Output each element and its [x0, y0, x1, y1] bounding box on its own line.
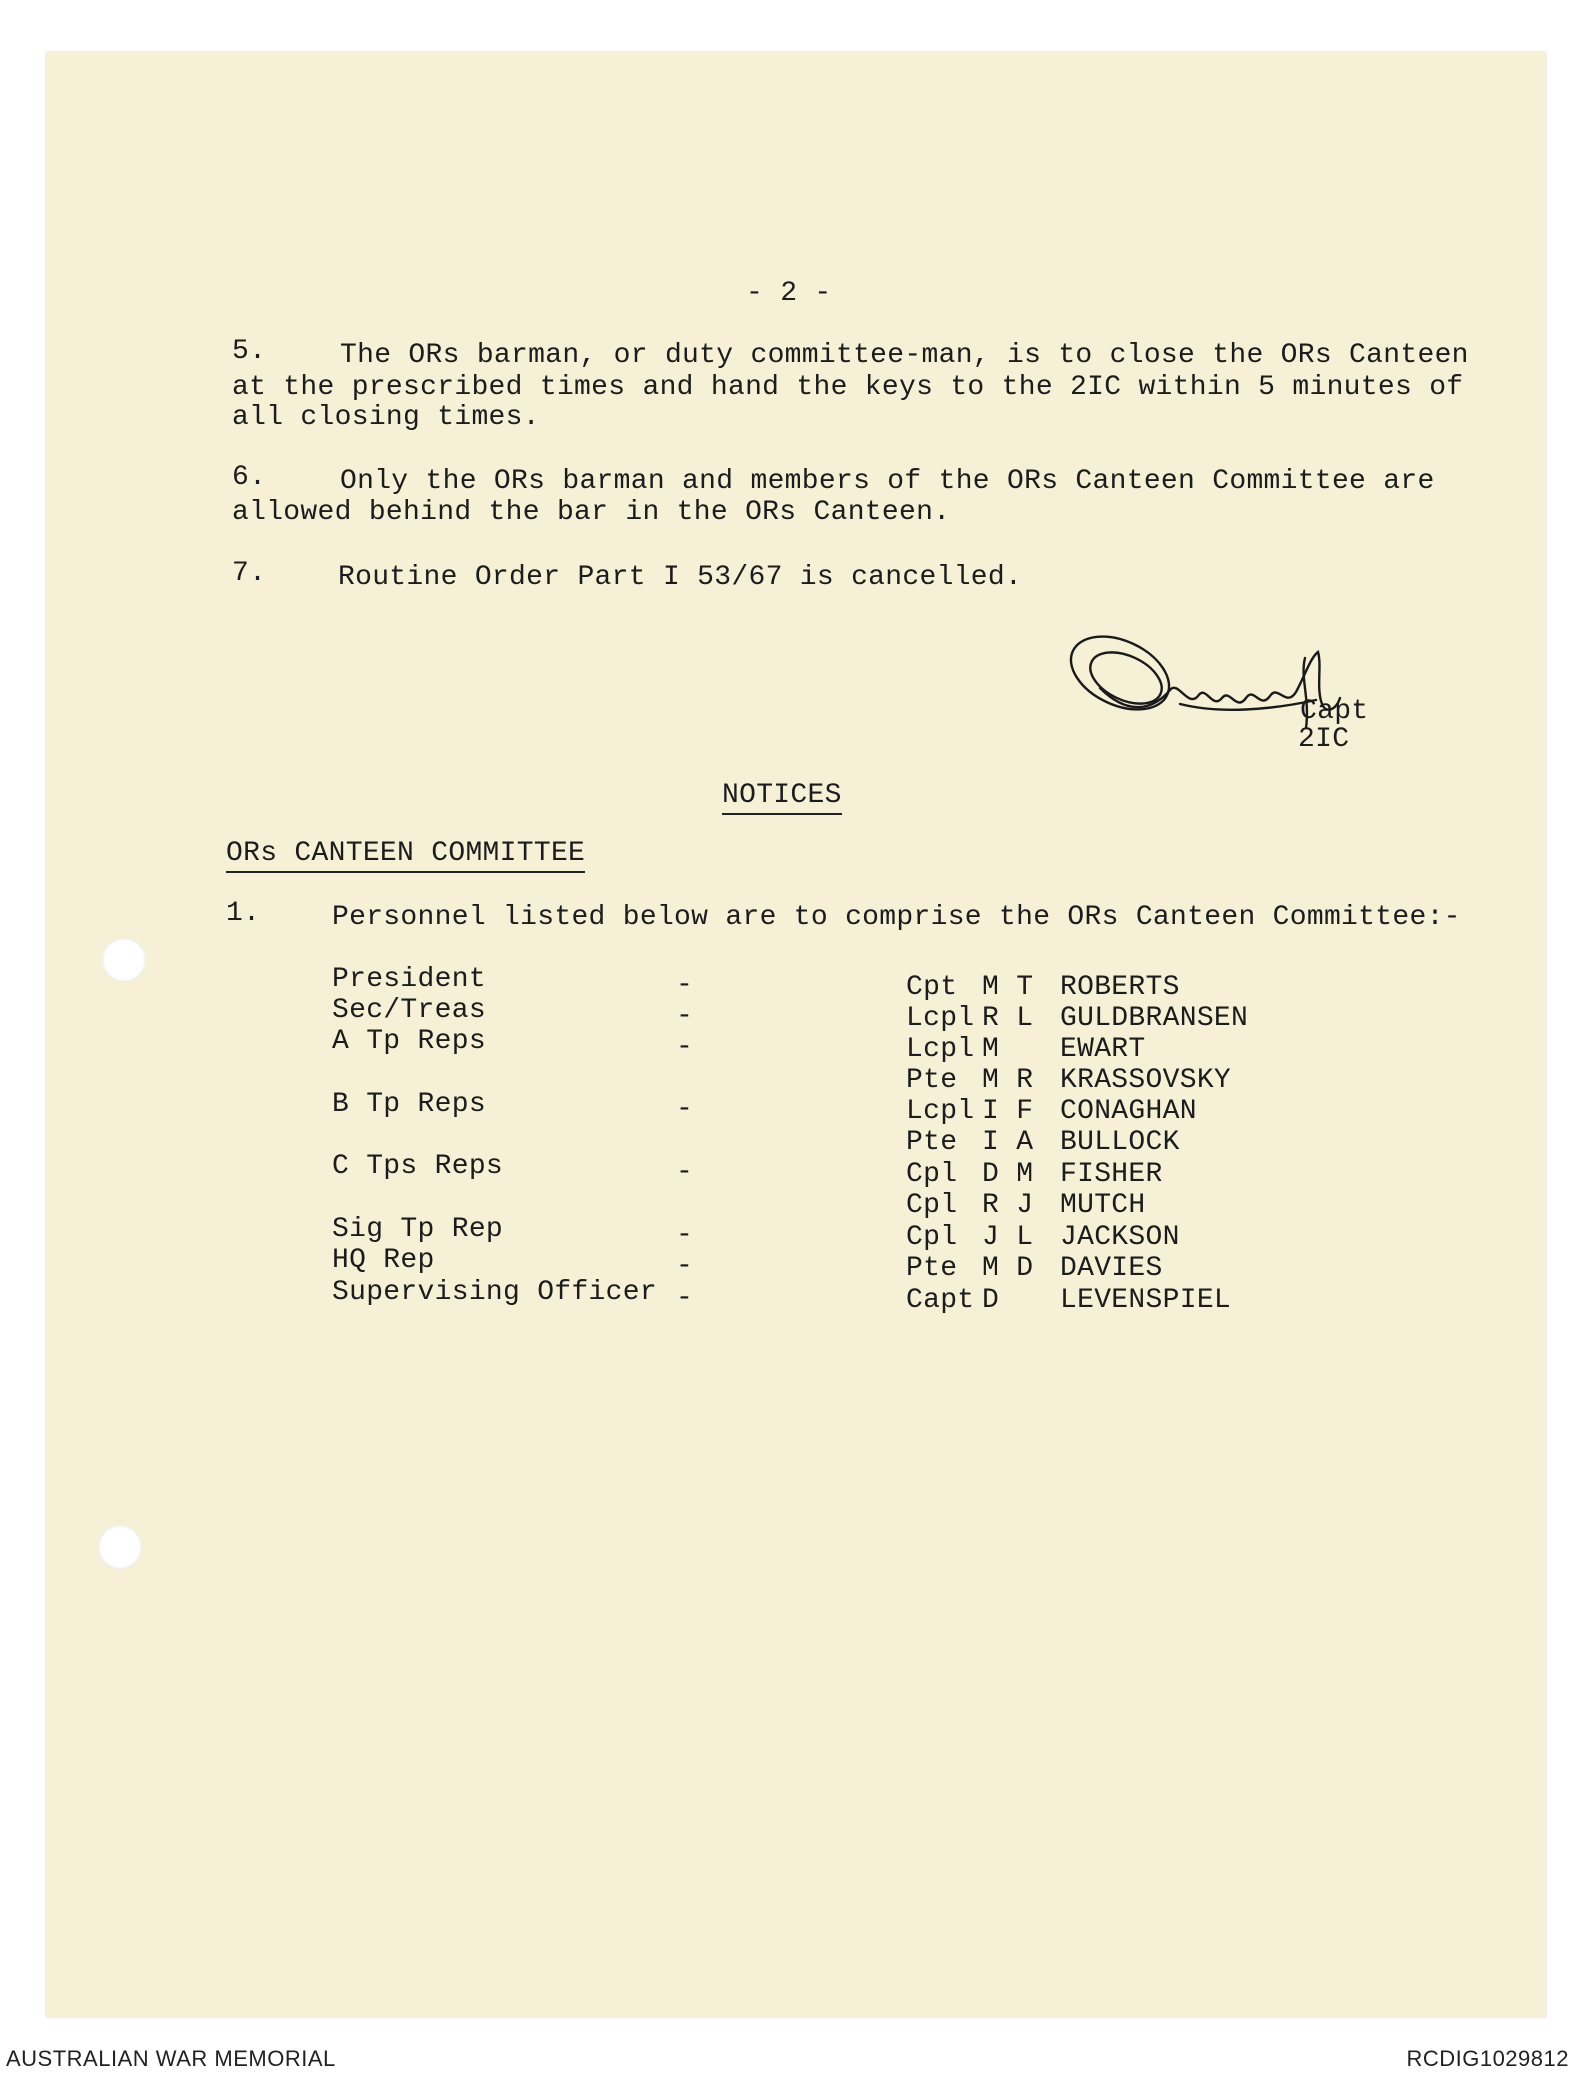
surname-cell: LEVENSPIEL — [1060, 1285, 1232, 1316]
item-1-number: 1. — [226, 898, 261, 929]
rank-cell: Cpl — [906, 1222, 958, 1253]
dash-cell: - — [676, 1220, 694, 1251]
rank-cell: Lcpl — [906, 1003, 975, 1034]
rank-cell: Capt — [906, 1285, 975, 1316]
punch-hole-top — [102, 938, 146, 982]
footer-source-label: AUSTRALIAN WAR MEMORIAL — [6, 2046, 336, 2071]
paragraph-5-line-2: at the prescribed times and hand the keys to the 2IC within 5 minutes of — [232, 372, 1464, 403]
notices-heading: NOTICES — [722, 780, 842, 815]
paragraph-6-line-2: allowed behind the bar in the ORs Canteen. — [232, 497, 951, 528]
role-cell: C Tps Reps — [332, 1151, 504, 1182]
surname-cell: ROBERTS — [1060, 972, 1180, 1003]
footer-record-id: RCDIG1029812 — [1406, 2046, 1569, 2071]
initials-cell: R L — [982, 1003, 1034, 1034]
rank-cell: Cpt — [906, 972, 958, 1003]
dash-cell: - — [676, 1094, 694, 1125]
initials-cell: I F — [982, 1096, 1034, 1127]
surname-cell: EWART — [1060, 1034, 1146, 1065]
dash-cell: - — [676, 970, 694, 1001]
paragraph-5-line-3: all closing times. — [232, 402, 540, 433]
surname-cell: KRASSOVSKY — [1060, 1065, 1232, 1096]
rank-cell: Pte — [906, 1253, 958, 1284]
surname-cell: GULDBRANSEN — [1060, 1003, 1249, 1034]
surname-cell: JACKSON — [1060, 1222, 1180, 1253]
dash-cell: - — [676, 1251, 694, 1282]
page-number: - 2 - — [746, 278, 832, 309]
role-cell: Sec/Treas — [332, 995, 486, 1026]
role-cell: A Tp Reps — [332, 1026, 486, 1057]
role-cell: HQ Rep — [332, 1245, 435, 1276]
initials-cell: J L — [982, 1222, 1034, 1253]
dash-cell: - — [676, 1032, 694, 1063]
initials-cell: D — [982, 1285, 1000, 1316]
paragraph-5-line-1: The ORs barman, or duty committee-man, is to close the ORs Canteen — [340, 340, 1469, 371]
initials-cell: M R — [982, 1065, 1034, 1096]
dash-cell: - — [676, 1283, 694, 1314]
role-cell: Sig Tp Rep — [332, 1214, 504, 1245]
rank-cell: Cpl — [906, 1159, 958, 1190]
rank-cell: Cpl — [906, 1190, 958, 1221]
punch-hole-bottom — [98, 1525, 142, 1569]
item-1-text: Personnel listed below are to comprise the ORs Canteen Committee:- — [332, 902, 1461, 933]
surname-cell: CONAGHAN — [1060, 1096, 1197, 1127]
rank-cell: Lcpl — [906, 1034, 975, 1065]
paragraph-5-number: 5. — [232, 336, 267, 367]
section-heading: ORs CANTEEN COMMITTEE — [226, 838, 585, 873]
initials-cell: D M — [982, 1159, 1034, 1190]
initials-cell: M T — [982, 972, 1034, 1003]
rank-cell: Pte — [906, 1065, 958, 1096]
surname-cell: BULLOCK — [1060, 1127, 1180, 1158]
surname-cell: FISHER — [1060, 1159, 1163, 1190]
initials-cell: I A — [982, 1127, 1034, 1158]
paragraph-6-number: 6. — [232, 462, 267, 493]
surname-cell: MUTCH — [1060, 1190, 1146, 1221]
dash-cell: - — [676, 1157, 694, 1188]
initials-cell: M D — [982, 1253, 1034, 1284]
signature-rank: Capt — [1300, 696, 1369, 727]
role-cell: Supervising Officer — [332, 1277, 657, 1308]
rank-cell: Pte — [906, 1127, 958, 1158]
paragraph-6-line-1: Only the ORs barman and members of the ORs Canteen Committee are — [340, 466, 1435, 497]
initials-cell: R J — [982, 1190, 1034, 1221]
signature-appointment: 2IC — [1298, 724, 1350, 755]
initials-cell: M — [982, 1034, 1000, 1065]
rank-cell: Lcpl — [906, 1096, 975, 1127]
role-cell: President — [332, 964, 486, 995]
paragraph-7-line-1: Routine Order Part I 53/67 is cancelled. — [338, 562, 1023, 593]
paragraph-7-number: 7. — [232, 558, 267, 589]
role-cell: B Tp Reps — [332, 1089, 486, 1120]
dash-cell: - — [676, 1001, 694, 1032]
surname-cell: DAVIES — [1060, 1253, 1163, 1284]
